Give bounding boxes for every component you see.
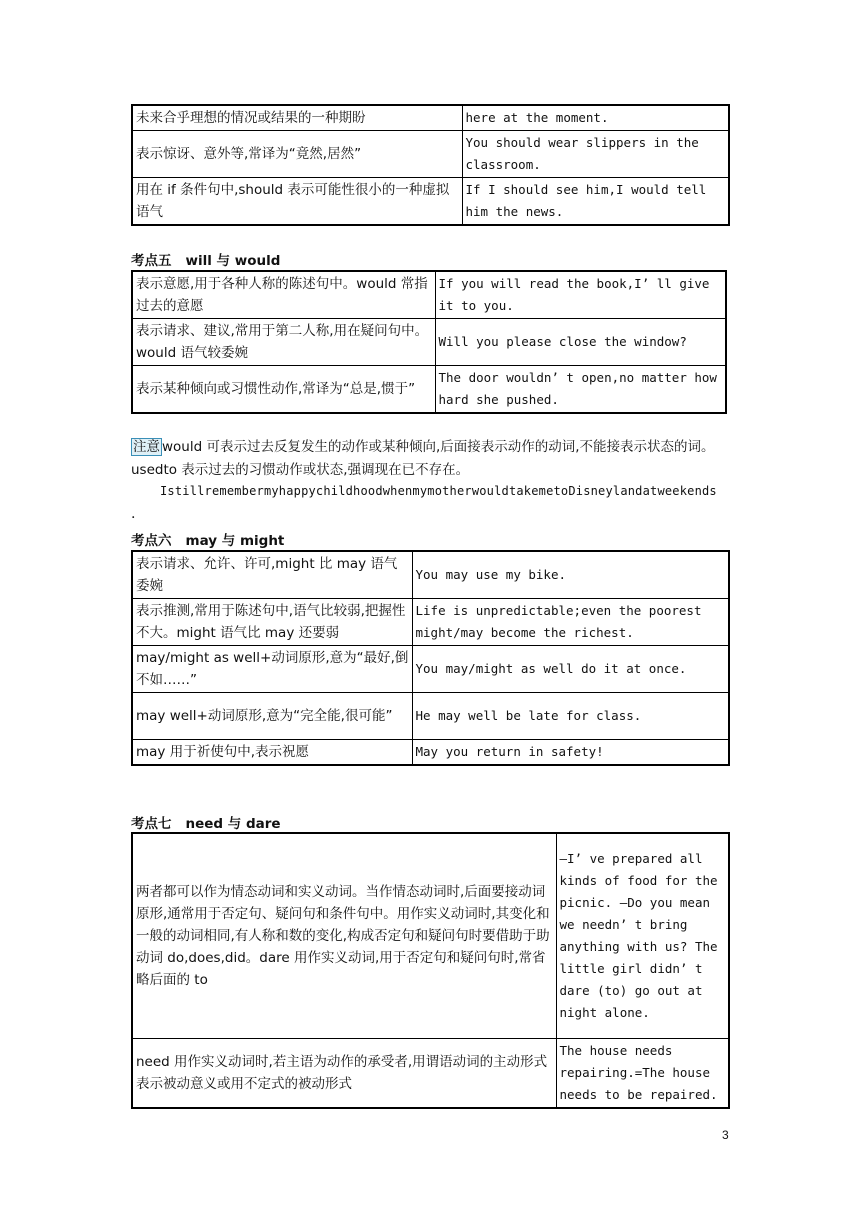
table-cell-zh: 表示推测,常用于陈述句中,语气比较弱,把握性不大。might 语气比 may 还要弱 bbox=[132, 599, 412, 646]
table-cell-en: You may/might as well do it at once. bbox=[412, 646, 729, 693]
table-cell-zh: 表示惊讶、意外等,常译为“竟然,居然” bbox=[132, 131, 462, 178]
table-cell-zh: 表示请求、允许、许可,might 比 may 语气委婉 bbox=[132, 551, 412, 599]
section-topic: will 与 would bbox=[185, 253, 281, 269]
note-example-end: . bbox=[131, 506, 136, 522]
table-row bbox=[132, 271, 726, 319]
table-cell-zh: 表示某种倾向或习惯性动作,常译为“总是,惯于” bbox=[132, 366, 435, 414]
table-row bbox=[132, 599, 729, 646]
section-heading bbox=[131, 249, 280, 269]
table-cell-en: —I’ ve prepared all kinds of food for the picnic. —Do you mean we needn’ t bring anything with us? The little girl didn’ t dare (to) go out at night alone. bbox=[556, 833, 729, 1038]
table-section7 bbox=[131, 832, 730, 1109]
table-row bbox=[132, 105, 729, 131]
table-row bbox=[132, 178, 729, 226]
table-row bbox=[132, 1038, 729, 1108]
table-cell-en: If you will read the book,I’ ll give it to you. bbox=[435, 271, 726, 319]
section-heading bbox=[131, 812, 281, 832]
note-paragraph bbox=[131, 436, 731, 482]
page-number: 3 bbox=[722, 1128, 729, 1142]
table-cell-zh: may 用于祈使句中,表示祝愿 bbox=[132, 740, 412, 766]
table-cell-en: May you return in safety! bbox=[412, 740, 729, 766]
table-cell-zh: 表示请求、建议,常用于第二人称,用在疑问句中。would 语气较委婉 bbox=[132, 319, 435, 366]
table-row bbox=[132, 693, 729, 740]
note-example: IstillremembermyhappychildhoodwhenmymotherwouldtakemetoDisneylandatweekends bbox=[160, 484, 717, 498]
table-cell-zh: 未来合乎理想的情况或结果的一种期盼 bbox=[132, 105, 462, 131]
table-cell-zh: need 用作实义动词时,若主语为动作的承受者,用谓语动词的主动形式表示被动意义或用不定式的被动形式 bbox=[132, 1038, 556, 1108]
section-label: 考点五 bbox=[131, 253, 172, 269]
table-cell-en: You should wear slippers in the classroom. bbox=[462, 131, 729, 178]
section-heading bbox=[131, 529, 284, 549]
table-cell-zh: 表示意愿,用于各种人称的陈述句中。would 常指过去的意愿 bbox=[132, 271, 435, 319]
table-cell-zh: 用在 if 条件句中,should 表示可能性很小的一种虚拟语气 bbox=[132, 178, 462, 226]
table-section5 bbox=[131, 270, 727, 414]
section-topic: may 与 might bbox=[185, 533, 285, 549]
section-label: 考点六 bbox=[131, 533, 172, 549]
table-cell-en: Will you please close the window? bbox=[435, 319, 726, 366]
table-cell-en: Life is unpredictable;even the poorest might/may become the richest. bbox=[412, 599, 729, 646]
note-tag: 注意 bbox=[133, 439, 160, 455]
table-row bbox=[132, 551, 729, 599]
table-cell-en: You may use my bike. bbox=[412, 551, 729, 599]
table-row bbox=[132, 366, 726, 414]
table-cell-zh: 两者都可以作为情态动词和实义动词。当作情态动词时,后面要接动词原形,通常用于否定句、疑问句和条件句中。用作实义动词时,其变化和一般的动词相同,有人称和数的变化,构成否定句和疑问句时要借助于助动词 do,does,did。dare 用作实义动词,用于否定句和疑问句时,常省略后面的 to bbox=[132, 833, 556, 1038]
section-label: 考点七 bbox=[131, 816, 172, 832]
table-cell-en: He may well be late for class. bbox=[412, 693, 729, 740]
table-cell-en: here at the moment. bbox=[462, 105, 729, 131]
table-row bbox=[132, 319, 726, 366]
table-cell-zh: may well+动词原形,意为“完全能,很可能” bbox=[132, 693, 412, 740]
table-row bbox=[132, 740, 729, 766]
table-section6 bbox=[131, 550, 730, 766]
note-text: would 可表示过去反复发生的动作或某种倾向,后面接表示动作的动词,不能接表示状态的词。usedto 表示过去的习惯动作或状态,强调现在已不存在。 bbox=[131, 439, 715, 478]
table-row bbox=[132, 833, 729, 1038]
table-row bbox=[132, 646, 729, 693]
table-cell-en: If I should see him,I would tell him the news. bbox=[462, 178, 729, 226]
table-cell-en: The house needs repairing.=The house needs to be repaired. bbox=[556, 1038, 729, 1108]
table-top bbox=[131, 104, 730, 226]
table-cell-zh: may/might as well+动词原形,意为“最好,倒不如……” bbox=[132, 646, 412, 693]
table-row bbox=[132, 131, 729, 178]
section-topic: need 与 dare bbox=[185, 816, 281, 832]
table-cell-en: The door wouldn’ t open,no matter how hard she pushed. bbox=[435, 366, 726, 414]
